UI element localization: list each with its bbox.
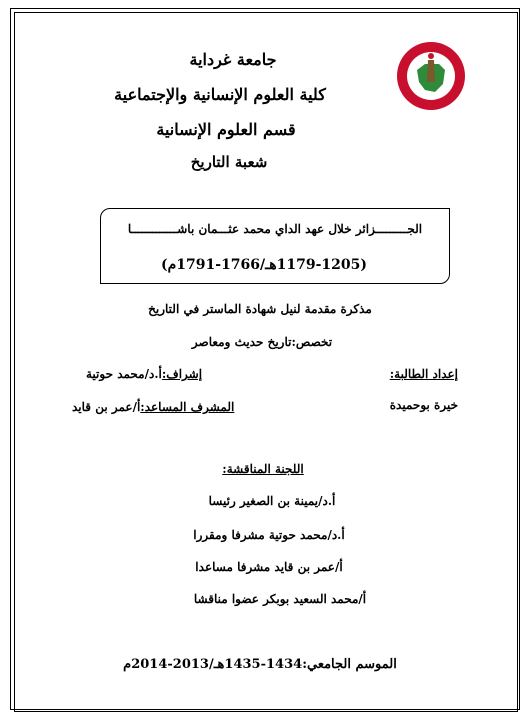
committee-member: أ.د/يمينة بن الصغير رئيسا bbox=[208, 494, 336, 508]
faculty-name: كلية العلوم الإنسانية والإجتماعية bbox=[114, 85, 326, 104]
prepared-by-label: إعداد الطالبة: bbox=[389, 367, 458, 381]
committee-member: أ/محمد السعيد بوبكر عضوا مناقشا bbox=[193, 592, 367, 606]
supervision-line bbox=[86, 367, 202, 381]
academic-year-label: الموسم الجامعي: bbox=[302, 657, 397, 672]
committee-member: أ/عمر بن قايد مشرفا مساعدا bbox=[195, 560, 343, 574]
thesis-dates: (1179-1205هـ/1766-1791م) bbox=[160, 257, 368, 273]
thesis-title: الجـــــــــزائر خلال عهد الداي محمد عثـــمان باشـــــــــــــا bbox=[127, 222, 423, 236]
student-name: خيرة بوحميدة bbox=[389, 398, 458, 412]
specialty: تخصص:تاريخ حديث ومعاصر bbox=[191, 335, 333, 349]
supervisor-name: أ.د/محمد حوتية bbox=[86, 367, 162, 381]
memo-description: مذكرة مقدمة لنيل شهادة الماستر في التاريخ bbox=[148, 302, 372, 316]
academic-year bbox=[123, 657, 397, 672]
department-name: قسم العلوم الإنسانية bbox=[156, 120, 296, 139]
assistant-supervisor-line bbox=[72, 400, 234, 414]
academic-year-value: 1434-1435هـ/2013-2014م bbox=[123, 657, 303, 672]
branch-name: شعبة التاريخ bbox=[190, 153, 268, 171]
assistant-supervisor-label: المشرف المساعد: bbox=[140, 400, 235, 414]
university-name: جامعة غرداية bbox=[189, 50, 277, 69]
supervisor-label: إشراف: bbox=[161, 367, 203, 381]
university-seal-icon bbox=[395, 40, 467, 112]
assistant-supervisor-name: أ/عمر بن قايد bbox=[72, 400, 141, 414]
committee-heading: اللجنة المناقشة: bbox=[222, 462, 304, 476]
committee-member: أ.د/محمد حوتية مشرفا ومقررا bbox=[193, 528, 345, 542]
